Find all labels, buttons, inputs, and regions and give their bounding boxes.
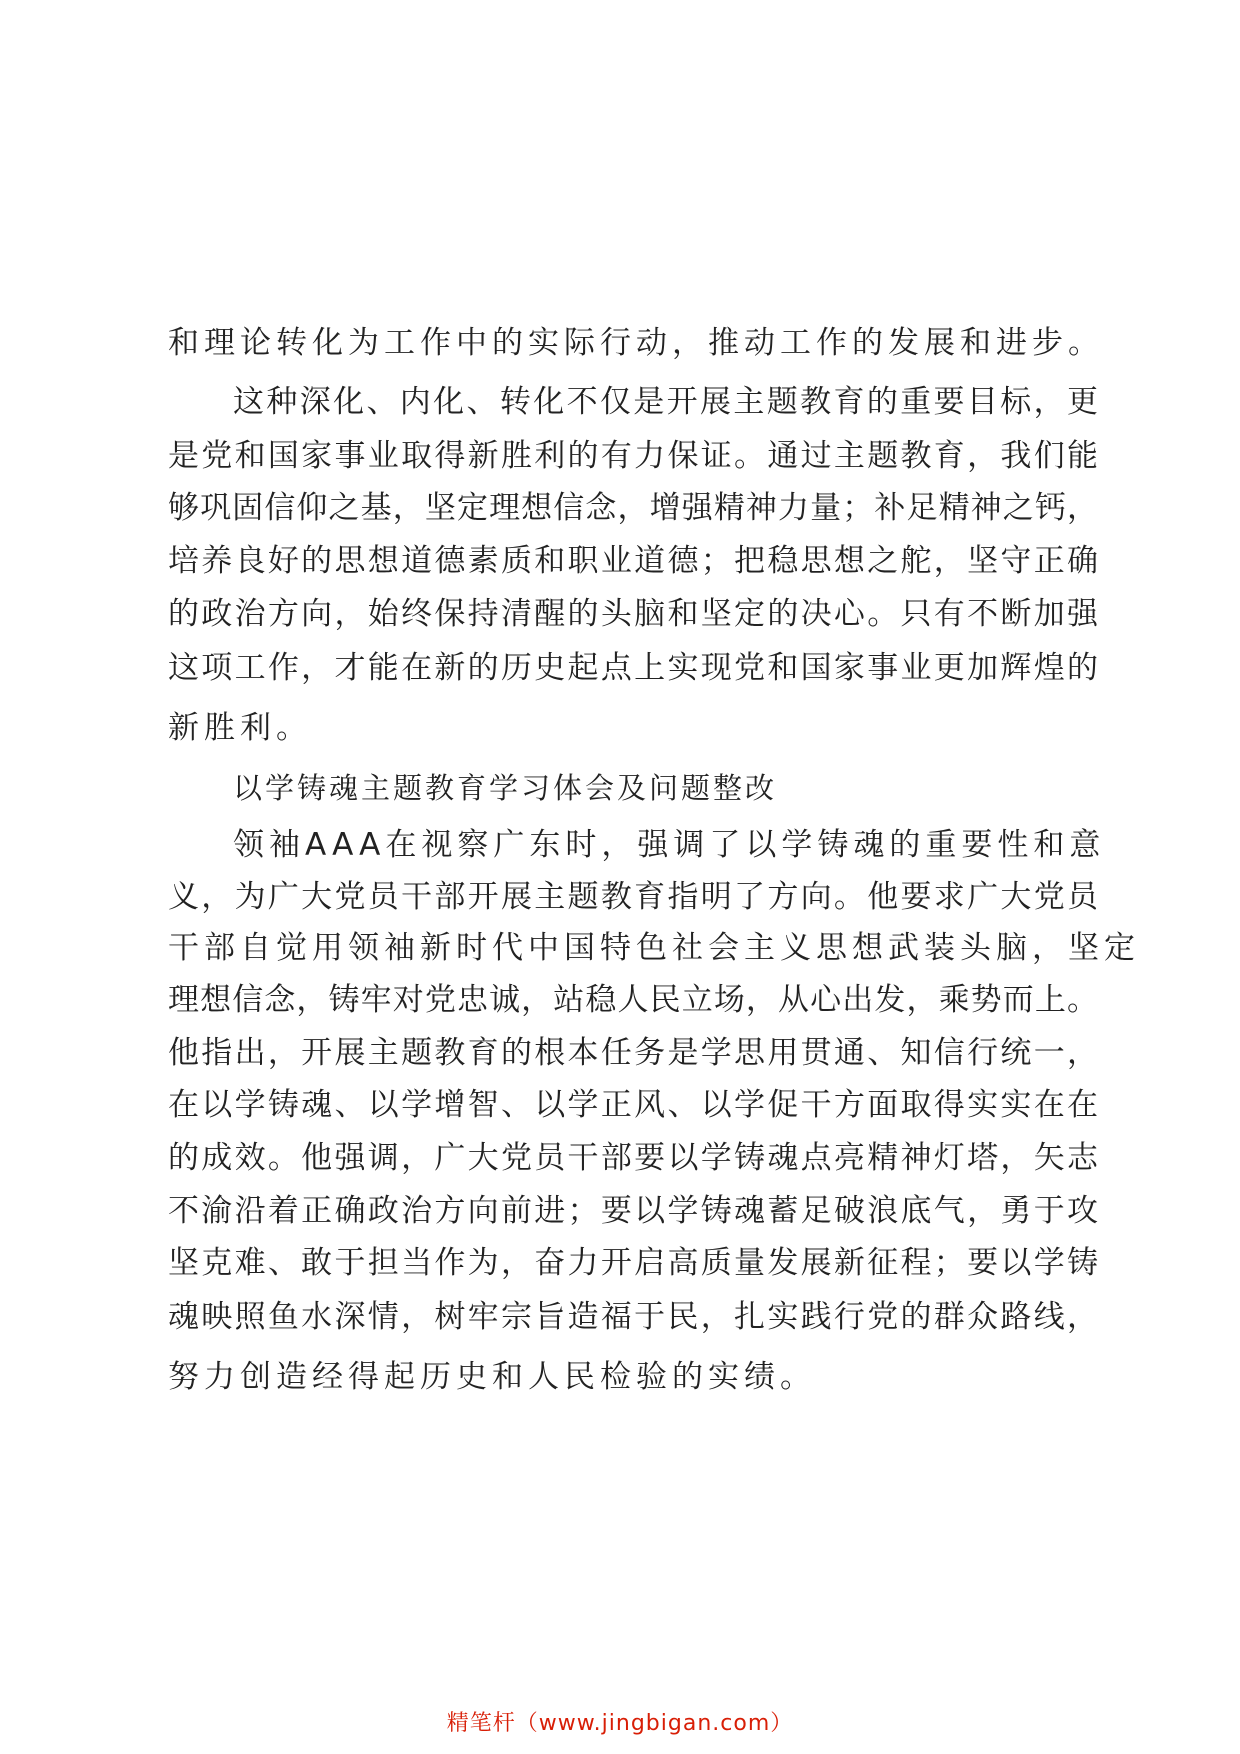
- paragraph-line: 新胜利。: [168, 710, 312, 746]
- paragraph-line: 努力创造经得起历史和人民检验的实绩。: [168, 1359, 816, 1395]
- paragraph-line: 的政治方向，始终保持清醒的头脑和坚定的决心。只有不断加强: [168, 596, 1098, 632]
- paragraph-line: 理想信念，铸牢对党忠诚，站稳人民立场，从心出发，乘势而上。: [168, 982, 1098, 1018]
- section-heading: 以学铸魂主题教育学习体会及问题整改: [233, 771, 778, 805]
- paragraph-line: 这项工作，才能在新的历史起点上实现党和国家事业更加辉煌的: [168, 650, 1098, 686]
- paragraph-line: 不渝沿着正确政治方向前进；要以学铸魂蓄足破浪底气，勇于攻: [168, 1193, 1098, 1229]
- paragraph-line: 义，为广大党员干部开展主题教育指明了方向。他要求广大党员: [168, 879, 1098, 915]
- paragraph-line: 是党和国家事业取得新胜利的有力保证。通过主题教育，我们能: [168, 438, 1098, 474]
- paragraph-line: 坚克难、敢于担当作为，奋力开启高质量发展新征程；要以学铸: [168, 1245, 1098, 1281]
- footer-watermark: 精笔杆（www.jingbigan.com）: [446, 1711, 794, 1736]
- paragraph-line: 够巩固信仰之基，坚定理想信念，增强精神力量；补足精神之钙，: [168, 490, 1098, 526]
- paragraph-line: 在以学铸魂、以学增智、以学正风、以学促干方面取得实实在在: [168, 1087, 1098, 1123]
- paragraph-line: 魂映照鱼水深情，树牢宗旨造福于民，扎实践行党的群众路线，: [168, 1299, 1098, 1335]
- paragraph-line: 的成效。他强调，广大党员干部要以学铸魂点亮精神灯塔，矢志: [168, 1140, 1098, 1176]
- paragraph-line: 领袖AAA在视察广东时，强调了以学铸魂的重要性和意: [233, 827, 1106, 863]
- paragraph-line: 干部自觉用领袖新时代中国特色社会主义思想武装头脑，坚定: [168, 930, 1140, 966]
- paragraph-line: 培养良好的思想道德素质和职业道德；把稳思想之舵，坚守正确: [168, 543, 1098, 579]
- continuation-line: 和理论转化为工作中的实际行动，推动工作的发展和进步。: [168, 325, 1104, 361]
- paragraph-line: 他指出，开展主题教育的根本任务是学思用贯通、知信行统一，: [168, 1035, 1098, 1071]
- paragraph-line: 这种深化、内化、转化不仅是开展主题教育的重要目标，更: [233, 384, 1098, 420]
